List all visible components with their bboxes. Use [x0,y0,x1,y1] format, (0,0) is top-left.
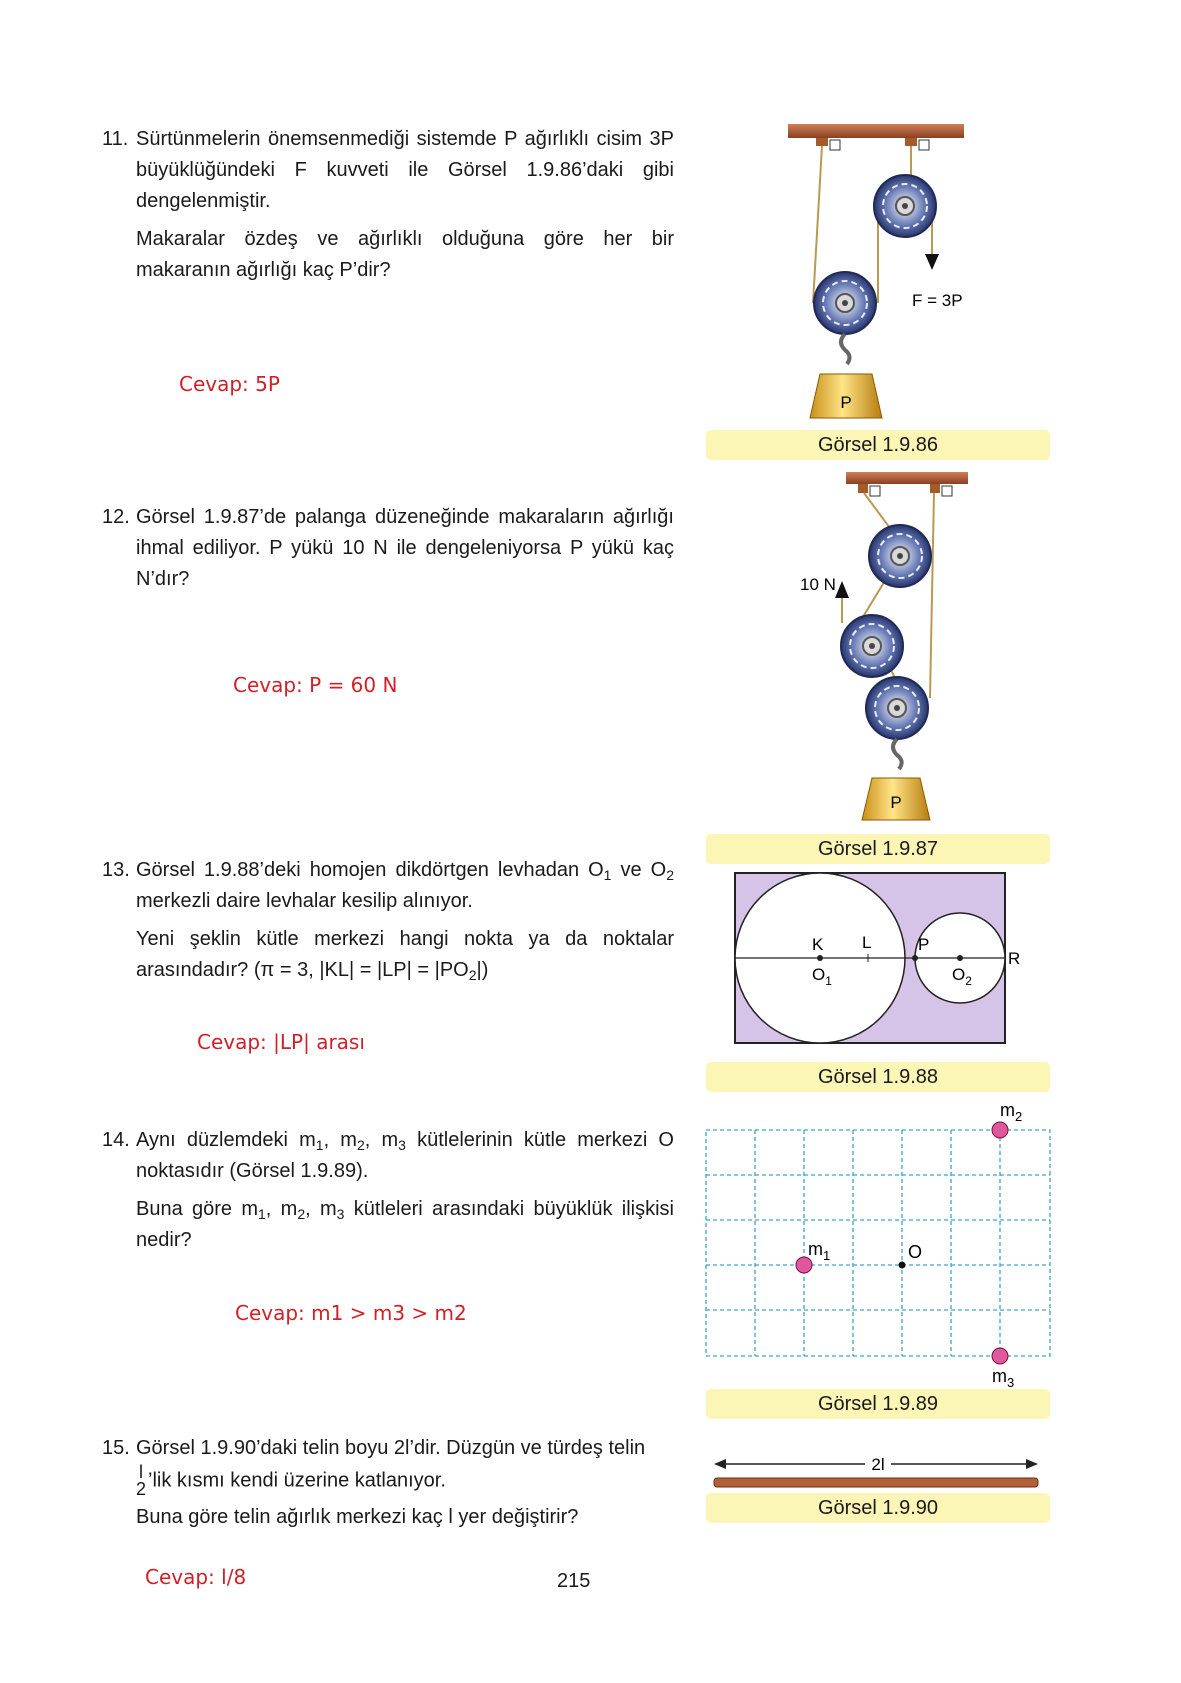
question-15 [102,1433,674,1540]
point-P: P [918,935,930,954]
point-O1: $O_1$ [812,965,832,988]
figure-1-9-86 [780,118,1020,428]
question-text-fraction: l 2 ’lik kısmı kendi üzerine katlanıyor. [136,1462,446,1499]
question-number: 12. [102,506,130,528]
pulley-top [869,525,931,587]
question-prompt: Yeni şeklin kütle merkezi hangi nokta ya da noktalar arasındadır? (π = 3, $|KL| = |LP| = |PO_2|$) [136,928,674,983]
label-O: O [908,1242,923,1262]
page-number: 215 [557,1570,591,1592]
pulley-bottom [866,677,928,739]
question-14 [102,1125,674,1263]
answer-14: Cevap: m1 > m3 > m2 [235,1301,467,1325]
question-text: Görsel 1.9.87’de palanga düzeneğinde makaraların ağırlığı ihmal ediliyor. P yükü 10 N ile dengeleniyorsa P yükü kaç N’dır? [136,506,674,590]
question-prompt: Buna göre $m_1$, $m_2$, $m_3$ kütleleri arasındaki büyüklük ilişkisi nedir? [136,1198,674,1251]
label-m3: $m_3$ [992,1366,1015,1388]
caption-1-9-87: Görsel 1.9.87 [706,834,1050,864]
question-number: 13. [102,859,130,881]
point-K: K [812,935,824,954]
question-number: 14. [102,1129,130,1151]
caption-1-9-88: Görsel 1.9.88 [706,1062,1050,1092]
question-12 [102,502,674,602]
question-prompt: Makaralar özdeş ve ağırlıklı olduğuna göre her bir makaranın ağırlığı kaç P’dir? [136,228,674,281]
caption-1-9-89: Görsel 1.9.89 [706,1389,1050,1419]
question-11 [102,124,674,293]
figure-1-9-89 [700,1098,1060,1388]
figure-1-9-88 [730,868,1030,1050]
force-label: 10 N [800,575,836,594]
load-label: P [890,793,902,812]
point-L: L [862,933,872,952]
force-label: F = 3P [912,291,963,310]
fraction-l-over-2: l 2 [136,1462,147,1499]
answer-15: Cevap: l/8 [145,1565,247,1589]
label-m1: $m_1$ [808,1239,831,1263]
figure-1-9-87 [790,468,990,830]
wire [714,1478,1038,1487]
load-label: P [840,393,852,412]
grid [706,1130,1050,1356]
ceiling-beam [788,124,964,138]
mass-m1 [796,1257,812,1273]
moving-pulley [814,272,876,334]
point-O2: $O_2$ [952,965,972,988]
answer-11: Cevap: 5P [179,372,280,396]
question-prompt: Buna göre telin ağırlık merkezi kaç l yer değiştirir? [136,1506,579,1528]
question-text: Sürtünmelerin önemsenmediği sistemde P ağırlıklı cisim 3P büyüklüğündeki F kuvveti ile Görsel 1.9.86’daki gibi dengelenmiştir. [136,128,674,212]
question-text: Aynı düzlemdeki $m_1$, $m_2$, $m_3$ kütlelerinin kütle merkezi O noktasıdır (Görsel 1.9.89). [136,1129,674,1182]
center-O [899,1262,906,1269]
point-R: R [1008,949,1021,968]
mass-m3 [992,1348,1008,1364]
caption-1-9-90: Görsel 1.9.90 [706,1493,1050,1523]
ceiling-beam [846,472,968,484]
mass-m2 [992,1122,1008,1138]
caption-1-9-86: Görsel 1.9.86 [706,430,1050,460]
question-text: Görsel 1.9.90’daki telin boyu 2l’dir. Düzgün ve türdeş telin [136,1437,646,1459]
fixed-pulley [874,175,936,237]
question-number: 11. [102,128,129,150]
label-m2: $m_2$ [1000,1100,1023,1124]
length-label: 2l [871,1455,885,1474]
question-13 [102,855,674,993]
answer-13: Cevap: |LP| arası [197,1030,365,1054]
question-text: Görsel 1.9.88’deki homojen dikdörtgen levhadan $O_1$ ve $O_2$ merkezli daire levhalar kesilip alınıyor. [136,859,674,912]
answer-12: Cevap: P = 60 N [233,673,398,697]
question-number: 15. [102,1437,130,1459]
pulley-middle [841,615,903,677]
figure-1-9-90 [710,1448,1050,1494]
